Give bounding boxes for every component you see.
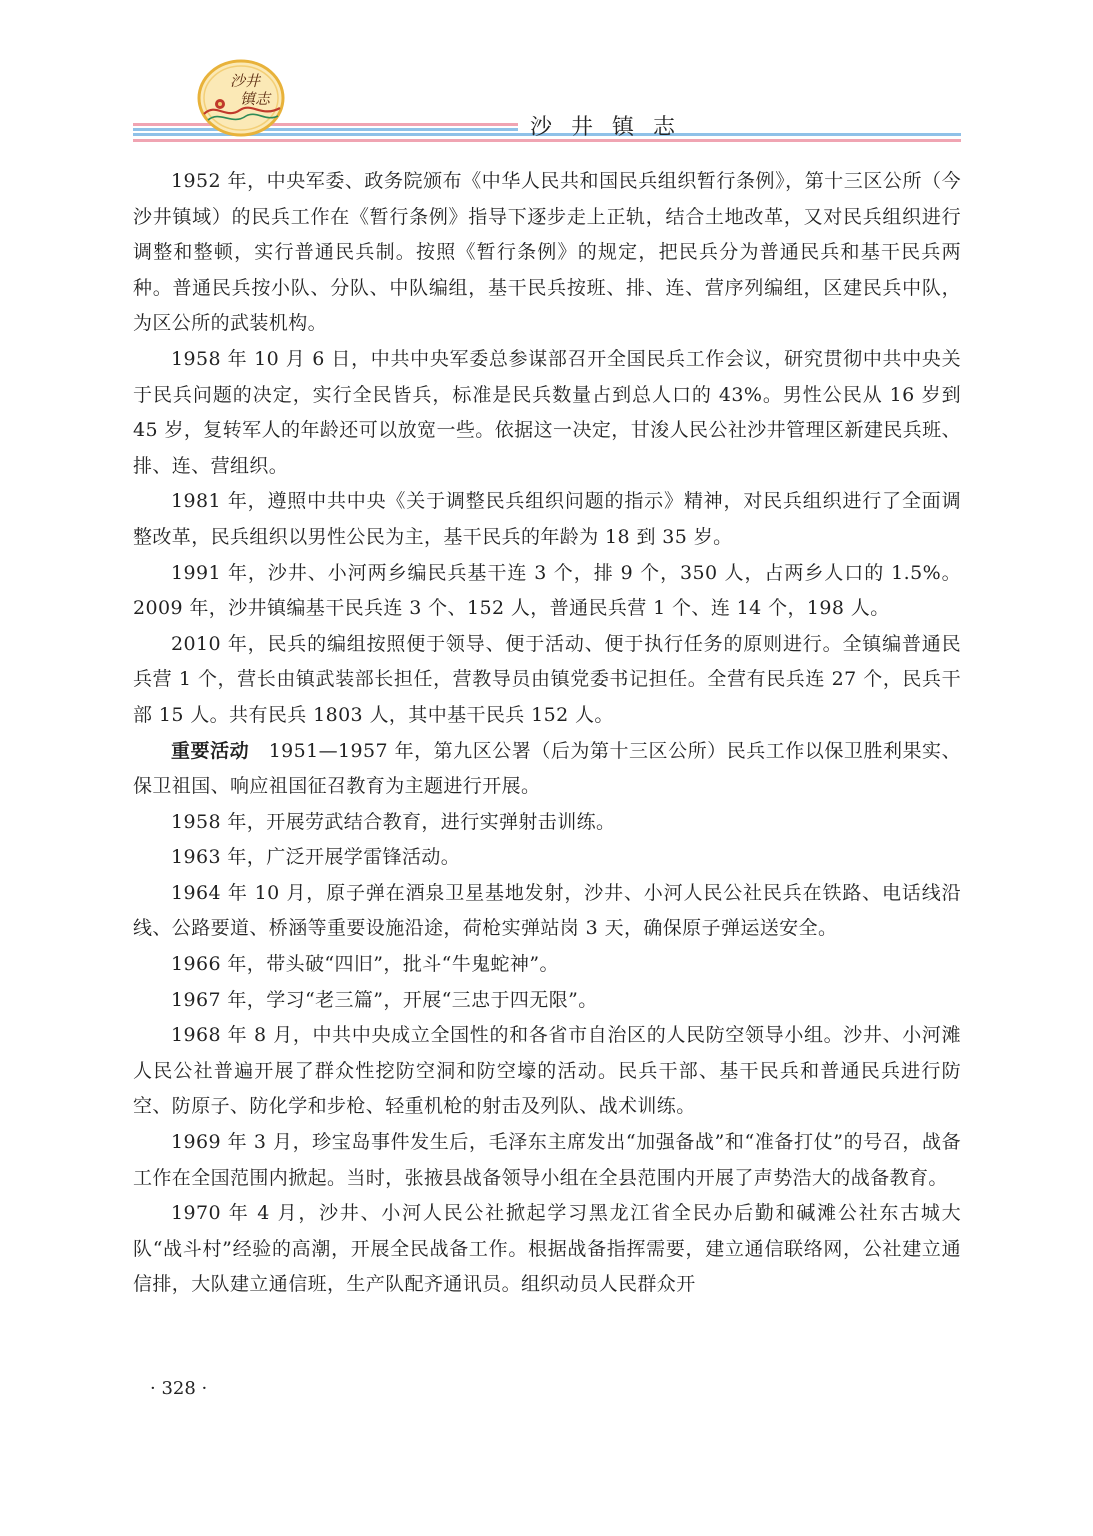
paragraph-1969: 1969 年 3 月，珍宝岛事件发生后，毛泽东主席发出“加强备战”和“准备打仗”的号召，战备工作在全国范围内掀起。当时，张掖县战备领导小组在全县范围内开展了声势浩大的战备教育。 bbox=[133, 1131, 961, 1189]
page-header bbox=[0, 0, 1093, 150]
paragraph-1958: 1958 年，开展劳武结合教育，进行实弹射击训练。 bbox=[171, 810, 616, 833]
svg-text:镇志: 镇志 bbox=[240, 90, 271, 108]
section-heading: 重要活动 bbox=[171, 739, 250, 762]
paragraph-1963: 1963 年，广泛开展学雷锋活动。 bbox=[171, 846, 461, 869]
paragraph-1981: 1981 年，遵照中共中央《关于调整民兵组织问题的指示》精神，对民兵组织进行了全面调整改革，民兵组织以男性公民为主，基干民兵的年龄为 18 到 35 岁。 bbox=[133, 490, 961, 548]
section-important-activities bbox=[133, 734, 961, 805]
paragraph-1991: 1991 年，沙井、小河两乡编民兵基干连 3 个，排 9 个，350 人，占两乡人口的 1.5%。2009 年，沙井镇编基干民兵连 3 个、152 人，普通民兵营 1 个、连 14 个，198 人。 bbox=[133, 561, 961, 620]
header-stripe-pink bbox=[133, 123, 518, 126]
paragraph-1970: 1970 年 4 月，沙井、小河人民公社掀起学习黑龙江省全民办后勤和碱滩公社东古城大队“战斗村”经验的高潮，开展全民战备工作。根据战备指挥需要，建立通信联络网，公社建立通信排，大队建立通信班，生产队配齐通讯员。组织动员人民群众开 bbox=[133, 1202, 961, 1296]
paragraph-1968: 1968 年 8 月，中共中央成立全国性的和各省市自治区的人民防空领导小组。沙井、小河滩人民公社普遍开展了群众性挖防空洞和防空壕的活动。民兵干部、基干民兵和普通民兵进行防空、防原子、防化学和步枪、轻重机枪的射击及列队、战术训练。 bbox=[133, 1024, 961, 1118]
running-header-title: 沙 井 镇 志 bbox=[530, 115, 681, 140]
paragraph-1967: 1967 年，学习“老三篇”，开展“三忠于四无限”。 bbox=[171, 988, 598, 1011]
paragraph-1964: 1964 年 10 月，原子弹在酒泉卫星基地发射，沙井、小河人民公社民兵在铁路、电话线沿线、公路要道、桥涵等重要设施沿途，荷枪实弹站岗 3 天，确保原子弹运送安全。 bbox=[133, 881, 961, 940]
section-lead-text: 1951—1957 年，第九区公署（后为第十三区公所）民兵工作以保卫胜利果实、保卫祖国、响应祖国征召教育为主题进行开展。 bbox=[133, 739, 961, 798]
chronicle-logo-emblem bbox=[196, 58, 286, 138]
body-text bbox=[133, 164, 961, 1303]
paragraph-1952: 1952 年，中央军委、政务院颁布《中华人民共和国民兵组织暂行条例》，第十三区公所（今沙井镇域）的民兵工作在《暂行条例》指导下逐步走上正轨，结合土地改革，又对民兵组织进行调整和整顿，实行普通民兵制。按照《暂行条例》的规定，把民兵分为普通民兵和基干民兵两种。普通民兵按小队、分队、中队编组，基干民兵按班、排、连、营序列编组，区建民兵中队，为区公所的武装机构。 bbox=[133, 170, 961, 335]
page-number: · 328 · bbox=[150, 1378, 208, 1399]
paragraph-1966: 1966 年，带头破“四旧”，批斗“牛鬼蛇神”。 bbox=[171, 953, 559, 976]
svg-text:沙井: 沙井 bbox=[230, 72, 261, 90]
paragraph-2010: 2010 年，民兵的编组按照便于领导、便于活动、便于执行任务的原则进行。全镇编普通民兵营 1 个，营长由镇武装部长担任，营教导员由镇党委书记担任。全营有民兵连 27 个，民兵干部 15 人。共有民兵 1803 人，其中基干民兵 152 人。 bbox=[133, 632, 961, 726]
paragraph-1958-oct: 1958 年 10 月 6 日，中共中央军委总参谋部召开全国民兵工作会议，研究贯彻中共中央关于民兵问题的决定，实行全民皆兵，标准是民兵数量占到总人口的 43%。男性公民从 16 岁到 45 岁，复转军人的年龄还可以放宽一些。依据这一决定，甘浚人民公社沙井管理区新建民兵班、排、连、营组织。 bbox=[133, 347, 961, 477]
header-stripe-blue bbox=[133, 128, 518, 131]
